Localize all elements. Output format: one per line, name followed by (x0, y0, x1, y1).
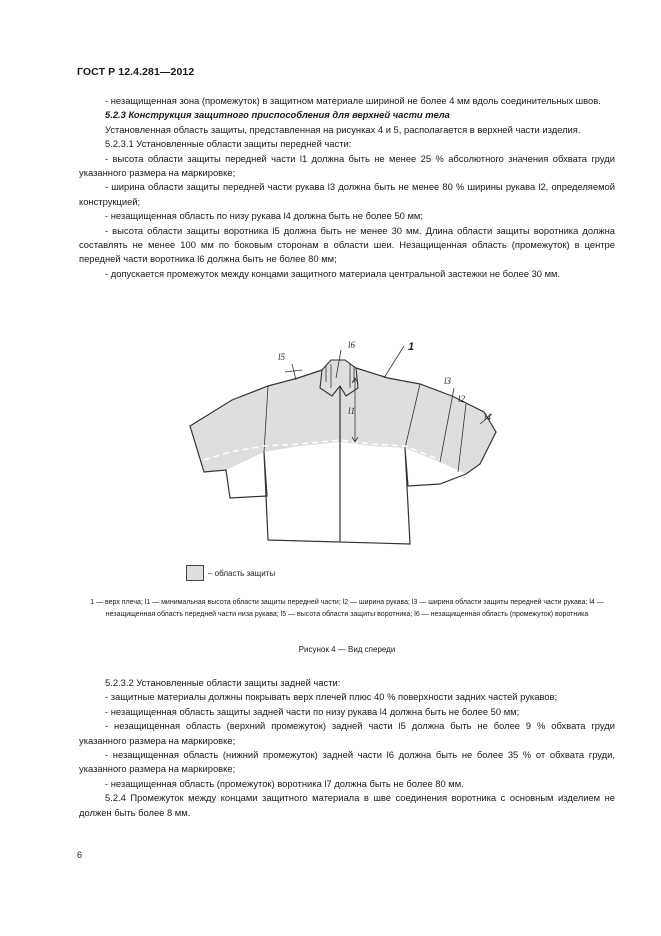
figure-notes: 1 — верх плеча; l1 — минимальная высота области защиты передней части; l2 — ширина рукава; l3 — ширина области защиты передней части рукава; l4 — незащищенная область передней части низа рукава; l5 — высота области защиты воротника; l6 — незащищенная область (промежуток) воротника (90, 599, 604, 618)
section-heading: 5.2.3 Конструкция защитного приспособления для верхней части тела (105, 109, 450, 121)
page-number: 6 (77, 850, 83, 860)
paragraph: - незащищенная область (верхний промежуток) задней части l5 должна быть не более 9 % обхвата груди указанного размера на маркировке; (79, 720, 615, 746)
paragraph: Установленная область защиты, представленная на рисунках 4 и 5, располагается в верхней части изделия. (105, 123, 581, 135)
paragraph: - незащищенная область по низу рукава l4 должна быть не более 50 мм; (105, 210, 423, 222)
paragraph: 5.2.3.1 Установленные области защиты передней части: (105, 138, 352, 150)
paragraph: - незащищенная область (нижний промежуток) задней части l6 должна быть не более 35 % от обхвата груди, указанного размера на маркировке; (79, 749, 615, 775)
figure-legend (186, 565, 275, 581)
label-l1: l1 (348, 406, 356, 416)
figure-title: Рисунок 4 — Вид спереди (298, 645, 396, 654)
section-5-2-3-2-text (79, 676, 615, 820)
dimension-l5 (292, 364, 296, 380)
paragraph: - высота области защиты воротника l5 должна быть не менее 30 мм. Длина области защиты воротника должна составлять не менее 100 мм по боковым сторонам в области шеи. Незащищенная область (промежуток) в центре передней части воротника l6 должна быть не более 80 мм; (79, 224, 615, 265)
legend-swatch (186, 565, 204, 581)
label-l3: l3 (444, 376, 452, 386)
label-l6: l6 (348, 340, 356, 350)
label-1: 1 (408, 341, 415, 353)
paragraph: - незащищенная область (промежуток) воротника l7 должна быть не более 80 мм. (105, 777, 464, 789)
label-l2: l2 (458, 394, 466, 404)
document-header-code: ГОСТ Р 12.4.281—2012 (77, 66, 195, 78)
paragraph: - незащищенная зона (промежуток) в защитном материале шириной не более 4 мм вдоль соединительных швов. (105, 95, 601, 106)
paragraph: 5.2.4 Промежуток между концами защитного материала в шве соединения воротника с основным изделием не должен быть более 8 мм. (79, 792, 615, 818)
legend-text: – область защиты (208, 568, 276, 578)
paragraph: 5.2.3.2 Установленные области защиты задней части: (105, 677, 341, 688)
paragraph: - допускается промежуток между концами защитного материала центральной застежки не более 30 мм. (105, 267, 561, 279)
label-l4: l4 (484, 412, 492, 422)
jacket-front-view-figure (180, 338, 510, 588)
paragraph: - незащищенная область защиты задней части по низу рукава l4 должна быть не более 50 мм; (105, 705, 520, 717)
paragraph: - высота области защиты передней части l1 должна быть не менее 25 % абсолютного значения обхвата груди указанного размера на маркировке; (79, 152, 615, 179)
label-l5: l5 (278, 352, 286, 362)
paragraph: - защитные материалы должны покрывать верх плечей плюс 40 % поверхности задних частей рукавов; (105, 691, 558, 703)
section-5-2-3-text (79, 94, 615, 281)
paragraph: - ширина области защиты передней части рукава l3 должна быть не менее 80 % ширины рукава l2, определяемой конструкцией; (79, 181, 615, 207)
leader-1 (384, 346, 404, 378)
